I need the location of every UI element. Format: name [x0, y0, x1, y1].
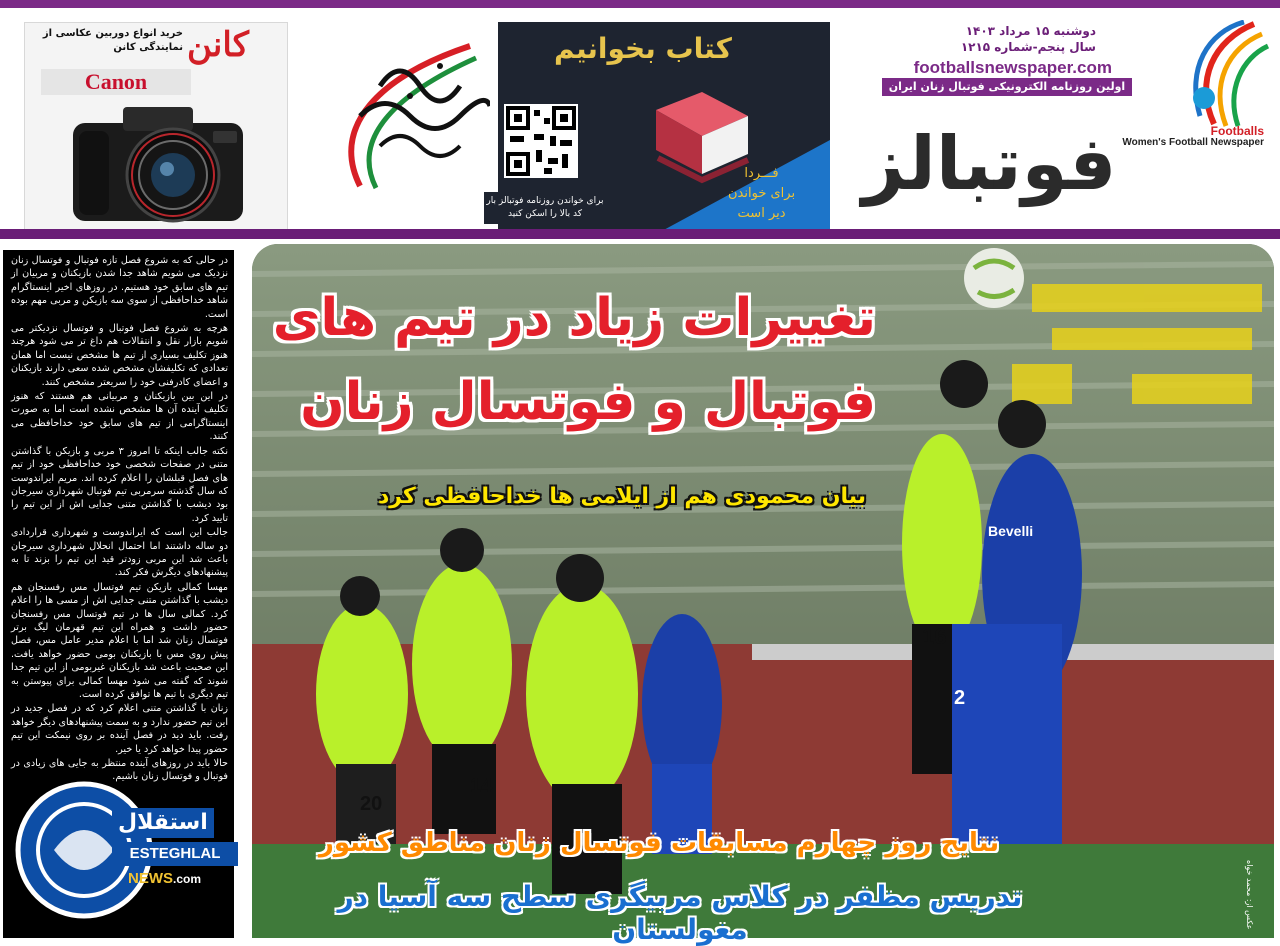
calligraphy-logo [320, 36, 490, 196]
masthead [852, 18, 1272, 232]
watermark-news-word: NEWS [128, 870, 173, 887]
article-paragraph: هرچه به شروع فصل فوتبال و فوتسال نزدیکتر می شویم بازار نقل و انتقالات هم داغ تر می شود هرچند هنوز تکلیف بسیاری از تیم ها مشخص نیست اما همان تعدادی که تکلیفشان مشخص شده سعی دارند بازیکنان و اعضای کادرفنی خود را سریعتر مشخص کنند. [11, 323, 228, 388]
secondary-headline-2[interactable]: تدریس مظفر در کلاس مربیگری سطح سه آسیا در مغولستان [337, 880, 1023, 946]
article-paragraph: در حالی که به شروع فصل تازه فوتبال و فوتسال زنان نزدیک می شویم شاهد جدا شدن بازیکنان و مربیان از تیم های سابق خود هستیم. در روزهای اخیر اینستاگرام شاهد خداحافظی از سوی سه بازیکن و مربی مهم بوده است. [11, 255, 228, 320]
camera-icon [63, 101, 263, 227]
football-logo-icon [1174, 20, 1270, 130]
article-paragraph: جالب این است که ایراندوست و شهرداری قراردادی دو ساله داشتند اما احتمال انحلال شهرداری سیرجان باعث شد این مربی زودتر قید این تیم را بزند تا به پیشنهادهای دیگرش فکر کند. [11, 527, 228, 579]
logo-en-subtitle: Women's Football Newspaper [1122, 137, 1264, 148]
watermark-domain: .com [173, 872, 202, 886]
article-paragraph: مهسا کمالی بازیکن تیم فوتسال مس رفسنجان هم دیشب با گذاشتن متنی جدایی اش از مسی ها را اعلام کرد. کمالی سال ها در تیم فوتسال مس رفسنجان حضور داشت و همراه این تیم قهرمان لیگ برتر فوتسال زنان شد اما با اعلام مدیر عامل مس، فصل پیش روی مس با بازیکنان بومی حضور خواهد یافت. این صحبت باعث شد بازیکنان غیربومی از این تیم جدا شوند که گفته می شود مهسا کمالی برای پیوستن به تیم دیگری با تیم ها توافق کرده است. [11, 581, 228, 700]
qr-caption: برای خواندن روزنامه فوتبالز بار کد بالا را اسکن کنید [484, 192, 606, 224]
qr-code[interactable] [504, 104, 578, 178]
jersey-number: 16 [922, 624, 947, 649]
article-paragraph: زنان با گذاشتن متنی اعلام کرد که در فصل جدید در این تیم حضور ندارد و به سمت پیشنهادهای دیگر خواهد رفت. باید دید در فصل آینده بر روی نیمکت این تیم حضور پیدا خواهد کرد یا خیر. [11, 703, 228, 755]
logo-en-title: Footballs [1210, 124, 1264, 138]
canon-advertisement[interactable] [24, 22, 288, 234]
secondary-headline-1[interactable]: نتایج روز چهارم مسابقات فوتسال زنان مناطق کشور [318, 828, 1000, 858]
jersey-number: 20 [360, 793, 383, 815]
jersey-number: 14 [470, 775, 493, 797]
canon-ad-brand-en: Canon [41, 69, 191, 95]
newspaper-logo-english [1122, 126, 1264, 148]
article-paragraph: در این بین بازیکنان و مربیانی هم هستند که هنوز تکلیف آینده آن ها مشخص نشده است اما به صورت اینستاگرامی از تیم های سابق خود خداحافظی می کنند. [11, 391, 228, 443]
main-subhead[interactable]: بیان محمودی هم از ایلامی ها خداحافظی کرد [377, 484, 866, 509]
article-paragraph: نکته جالب اینکه تا امروز ۳ مربی و بازیکن با گذاشتن متنی در صفحات شخصی خود خداحافظی خود از تیم های فصل قبلشان را اعلام کرده اند. مریم ایراندوست که سال گذشته سرمربی تیم فوتبال شهرداری سیرجان بود دیشب با گذاشتن متنی جدایی اش از این تیم را تایید کرد. [11, 445, 228, 524]
page-header [0, 8, 1280, 230]
header-divider [0, 229, 1280, 239]
top-rule [0, 0, 1280, 8]
website-link[interactable]: footballsnewspaper.com [913, 58, 1112, 77]
masthead-tagline: اولین روزنامه الکترونیکی فوتبال زنان ایران [882, 78, 1132, 96]
issue-number: سال پنجم-شماره ۱۲۱۵ [960, 40, 1096, 54]
watermark-name: ESTEGHLAL [112, 842, 238, 866]
jersey-number: 2 [954, 687, 966, 709]
book-ad-tagline-line: فـــردا [744, 166, 779, 181]
watermark-title: استقلال [112, 808, 214, 838]
photo-credit: عکس از: محمد خواه [1245, 860, 1254, 930]
book-ad-tagline-line: برای خواندن [728, 186, 796, 201]
book-ad-title: کتاب بخوانیم [554, 32, 732, 65]
book-ad-tagline [728, 164, 795, 224]
book-campaign-advertisement[interactable] [308, 22, 830, 232]
canon-ad-tagline: خرید انواع دوربین عکاسی از نمایندگی کانن [42, 28, 183, 53]
jersey-sponsor: Bevelli [988, 523, 1034, 539]
newspaper-logo: فوتبالز [862, 121, 1117, 207]
book-ad-tagline-line: دیر است [737, 206, 786, 221]
watermark-news [128, 870, 201, 887]
canon-ad-brand-fa: کانن [187, 25, 249, 65]
article-paragraph: حالا باید در روزهای آینده منتظر به جایی های زیادی در فوتبال و فوتسال زنان باشیم. [11, 758, 228, 783]
main-headline[interactable]: تغییرات زیاد در تیم های فوتبال و فوتسال زنان [272, 288, 876, 432]
issue-date: دوشنبه ۱۵ مرداد ۱۴۰۳ [965, 24, 1096, 38]
